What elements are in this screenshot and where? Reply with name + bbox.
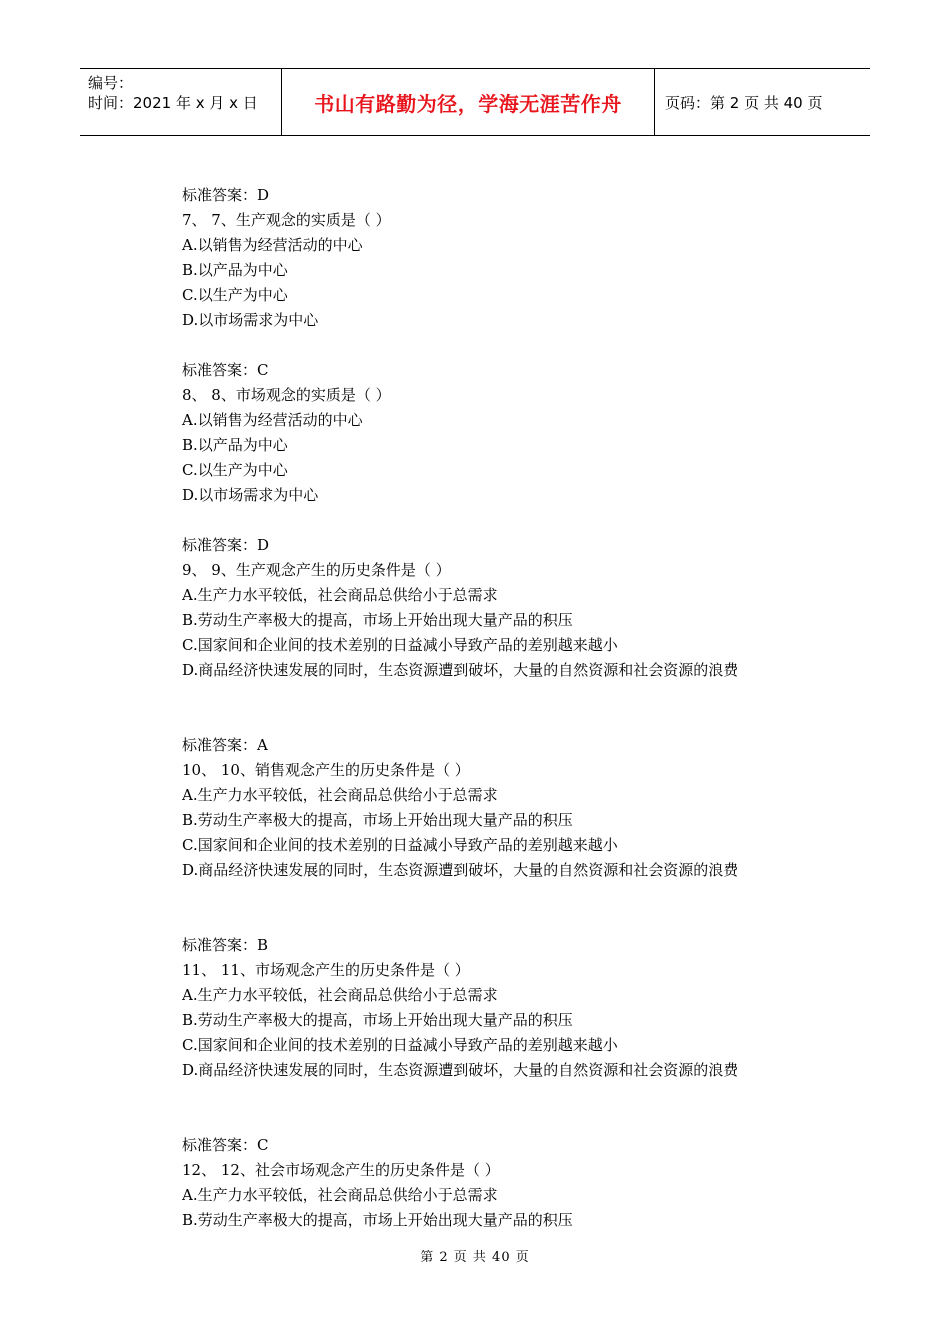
option-line: A.以销售为经营活动的中心 <box>182 411 363 429</box>
option-line: B.以产品为中心 <box>182 261 288 279</box>
option-line: A.生产力水平较低，社会商品总供给小于总需求 <box>182 786 498 804</box>
question-line: 11、 11、市场观念产生的历史条件是（ ） <box>182 961 470 979</box>
option-line: A.以销售为经营活动的中心 <box>182 236 363 254</box>
option-line: B.劳动生产率极大的提高，市场上开始出现大量产品的积压 <box>182 611 573 629</box>
option-line: B.劳动生产率极大的提高，市场上开始出现大量产品的积压 <box>182 1011 573 1029</box>
header-motto: 书山有路勤为径，学海无涯苦作舟 <box>282 69 655 135</box>
option-line: C.以生产为中心 <box>182 286 288 304</box>
page-footer: 第 2 页 共 40 页 <box>420 1250 530 1265</box>
option-line: B.劳动生产率极大的提高，市场上开始出现大量产品的积压 <box>182 811 573 829</box>
time-text: 时间：2021 年 x 月 x 日 <box>88 94 258 112</box>
option-line: A.生产力水平较低，社会商品总供给小于总需求 <box>182 986 498 1004</box>
answer-line: 标准答案：D <box>182 536 270 554</box>
question-line: 9、 9、生产观念产生的历史条件是（ ） <box>182 561 451 579</box>
question-line: 12、 12、社会市场观念产生的历史条件是（ ） <box>182 1161 500 1179</box>
option-line: C.国家间和企业间的技术差别的日益减小导致产品的差别越来越小 <box>182 836 618 854</box>
option-line: D.商品经济快速发展的同时，生态资源遭到破坏，大量的自然资源和社会资源的浪费 <box>182 861 739 879</box>
option-line: B.劳动生产率极大的提高，市场上开始出现大量产品的积压 <box>182 1211 573 1229</box>
header-page-info: 页码：第 2 页 共 40 页 <box>665 93 823 112</box>
answer-line: 标准答案：D <box>182 186 270 204</box>
number-label: 编号： <box>88 74 134 92</box>
option-line: C.国家间和企业间的技术差别的日益减小导致产品的差别越来越小 <box>182 636 618 654</box>
answer-line: 标准答案：C <box>182 361 269 379</box>
answer-line: 标准答案：B <box>182 936 269 954</box>
question-line: 7、 7、生产观念的实质是（ ） <box>182 211 391 229</box>
answer-line: 标准答案：A <box>182 736 268 754</box>
option-line: D.商品经济快速发展的同时，生态资源遭到破坏，大量的自然资源和社会资源的浪费 <box>182 1061 739 1079</box>
question-line: 8、 8、市场观念的实质是（ ） <box>182 386 391 404</box>
answer-line: 标准答案：C <box>182 1136 269 1154</box>
header-meta <box>80 69 282 135</box>
option-line: A.生产力水平较低，社会商品总供给小于总需求 <box>182 586 498 604</box>
page-header <box>80 68 870 136</box>
option-line: A.生产力水平较低，社会商品总供给小于总需求 <box>182 1186 498 1204</box>
option-line: C.以生产为中心 <box>182 461 288 479</box>
option-line: C.国家间和企业间的技术差别的日益减小导致产品的差别越来越小 <box>182 1036 618 1054</box>
question-line: 10、 10、销售观念产生的历史条件是（ ） <box>182 761 470 779</box>
option-line: B.以产品为中心 <box>182 436 288 454</box>
option-line: D.商品经济快速发展的同时，生态资源遭到破坏，大量的自然资源和社会资源的浪费 <box>182 661 739 679</box>
document-body <box>182 183 842 1233</box>
option-line: D.以市场需求为中心 <box>182 311 319 329</box>
option-line: D.以市场需求为中心 <box>182 486 319 504</box>
